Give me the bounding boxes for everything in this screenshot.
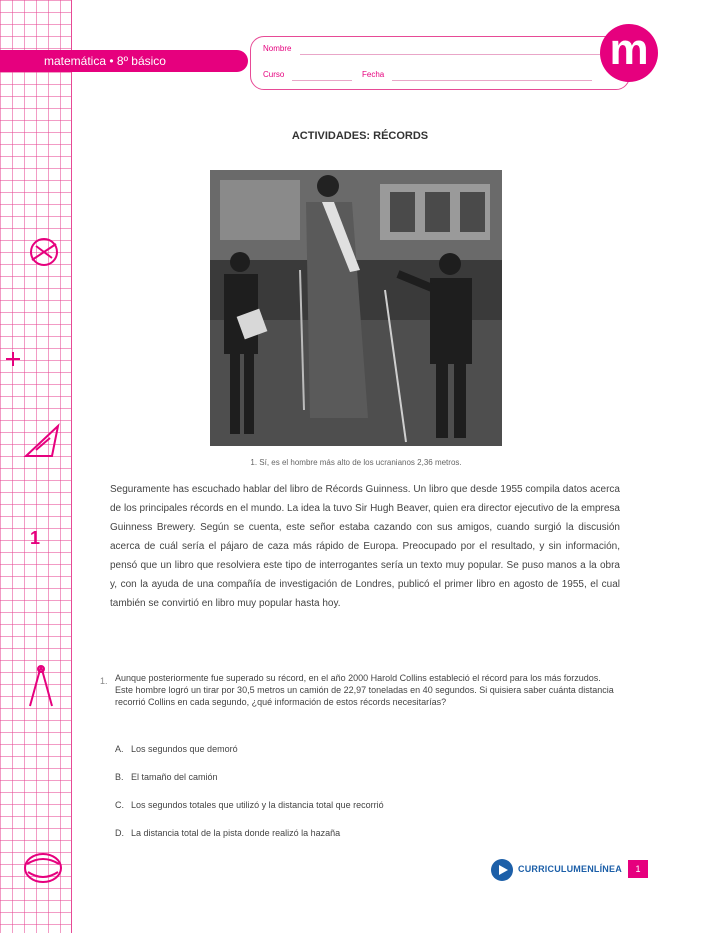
intro-paragraph: Seguramente has escuchado hablar del libro de Récords Guinness. Un libro que desde 1955 compila datos acerca de los principales récords en el mundo. La idea la tuvo Sir Hugh Beaver, quien era director ejecutivo de la empresa Guinness Brewery. Según se cuenta, este señor estaba cazando con sus amigos, cuando surgió la discusión acerca de cuál sería el pájaro de caza más rápido de Europa. Preocupado por el resultado, y sin información, pensó que un libro que resolviera este tipo de interrogantes sería un texto muy popular. Se puso manos a la obra y, con la ayuda de una compañía de investigación de Londres, publicó el primer libro en agosto de 1955, el cual también se convirtió en libro muy popular hasta hoy. (110, 484, 620, 609)
brand-logo: m (600, 24, 658, 82)
option-text: La distancia total de la pista donde realizó la hazaña (131, 828, 341, 838)
option-letter: A. (115, 744, 124, 754)
option-a[interactable] (115, 744, 238, 754)
play-circle-icon (490, 858, 514, 882)
page-title: ACTIVIDADES: RÉCORDS (291, 130, 429, 142)
fecha-field[interactable] (392, 80, 592, 81)
photo-caption: 1. Sí, es el hombre más alto de los ucranianos 2,36 metros. (250, 458, 462, 467)
curso-field[interactable] (292, 80, 352, 81)
number-one-glyph: 1 (30, 528, 41, 548)
option-text: Los segundos totales que utilizó y la distancia total que recorrió (131, 800, 384, 810)
option-text: El tamaño del camión (131, 772, 218, 782)
nombre-label: Nombre (263, 44, 292, 53)
nombre-field[interactable] (300, 54, 600, 55)
curriculum-logo (490, 858, 625, 882)
student-info-box (250, 36, 630, 90)
ruler-compass-icon (26, 232, 66, 272)
globe-doodle-icon (22, 850, 64, 886)
option-d[interactable] (115, 828, 340, 838)
fecha-label: Fecha (362, 70, 385, 79)
question-text: Aunque posteriormente fue superado su récord, en el año 2000 Harold Collins estableció el récord para los más forzudos. Este hombre logró un tirar por 30,5 metros un camión de 22,97 toneladas en 40 segundos. Si quisiera saber cuánta distancia recorrió Collins en cada segundo, ¿qué información de estos récords necesitarías? (115, 673, 614, 707)
option-c[interactable] (115, 800, 384, 810)
subject-label: matemática • 8º básico (44, 54, 166, 68)
curso-label: Curso (263, 70, 285, 79)
tall-man-photo (210, 170, 502, 446)
set-square-icon (22, 420, 62, 460)
compass-icon (24, 664, 58, 708)
option-b[interactable] (115, 772, 218, 782)
option-letter: B. (115, 772, 124, 782)
plus-icon (4, 350, 22, 368)
curriculum-brand-text: CURRICULUMENLÍNEA (518, 864, 622, 874)
option-text: Los segundos que demoró (131, 744, 238, 754)
option-letter: D. (115, 828, 124, 838)
subject-banner (0, 50, 248, 72)
page-number: 1 (628, 860, 648, 878)
option-letter: C. (115, 800, 124, 810)
question-number: 1. (100, 676, 108, 686)
